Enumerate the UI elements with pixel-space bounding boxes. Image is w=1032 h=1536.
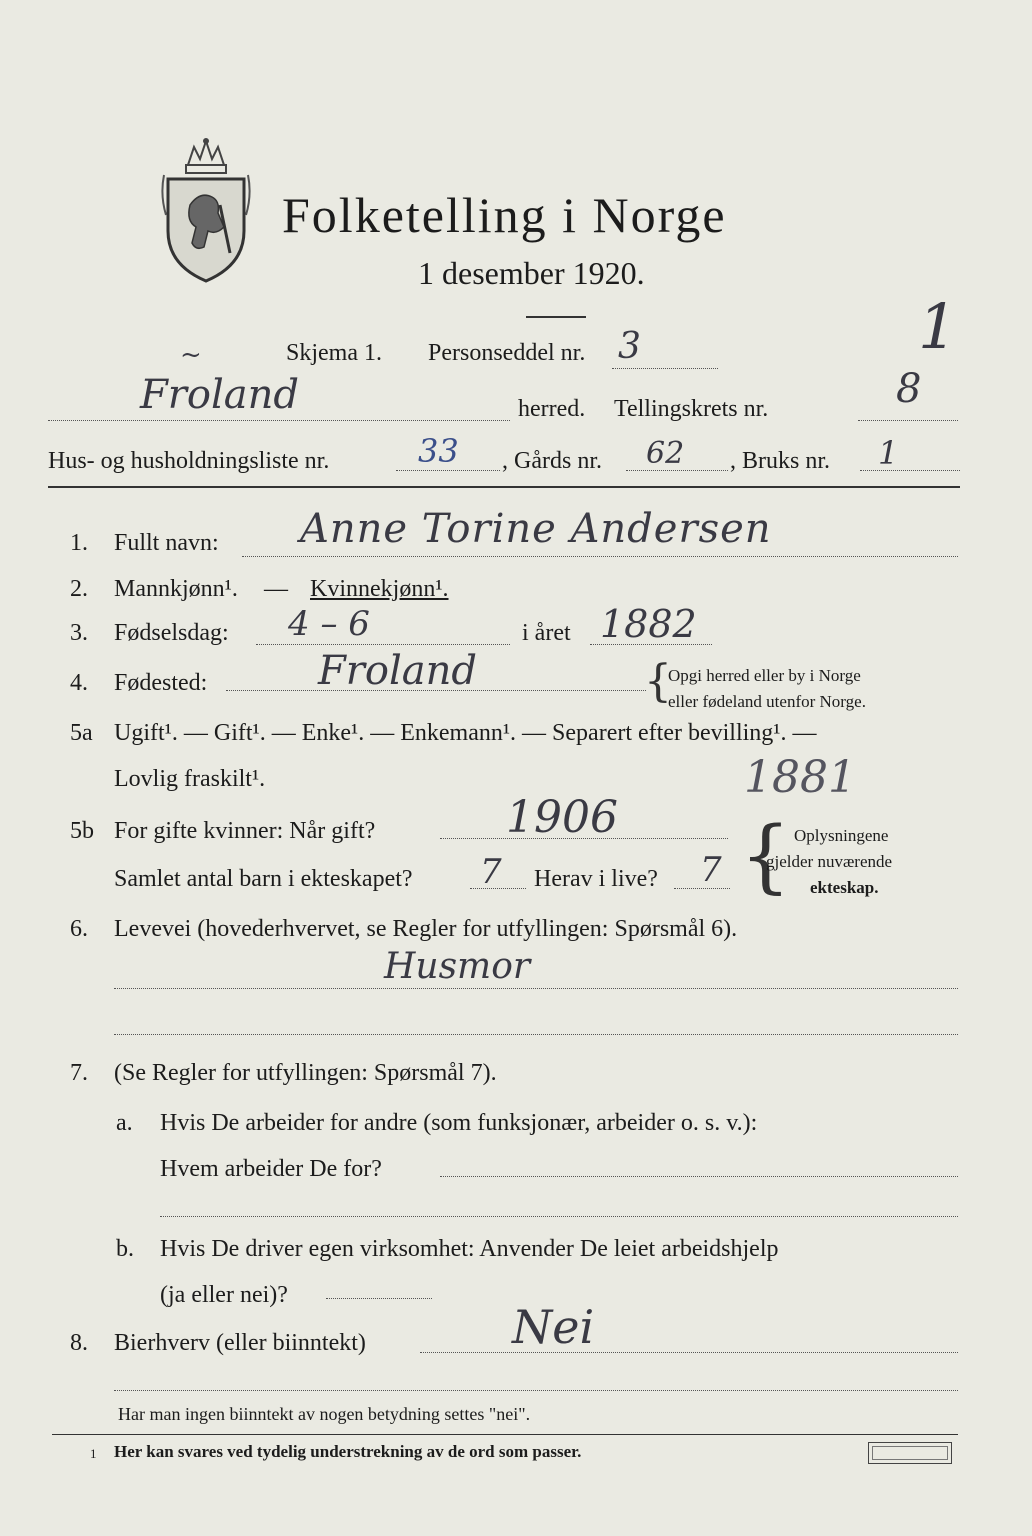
q3-number: 3. [70,620,88,646]
q3-year-line [590,644,712,645]
q5b-living-label: Herav i live? [534,866,658,892]
hus-label: Hus- og husholdningsliste nr. [48,448,330,474]
q4-label: Fødested: [114,670,208,696]
bruks-line [860,470,960,471]
q2-male-option: Mannkjønn¹. [114,576,238,602]
footer-divider [52,1434,958,1435]
q8-number: 8. [70,1330,88,1356]
gards-label: , Gårds nr. [502,448,602,474]
q5a-handwritten-note: 1881 [744,752,856,803]
q1-line [242,556,958,557]
q5a-number: 5a [70,720,93,746]
q1-number: 1. [70,530,88,556]
q4-note-1: Opgi herred eller by i Norge [668,666,861,685]
q5b-note-1: Oplysningene [794,826,889,845]
pen-mark: ~ [180,340,202,370]
q5b-note-3: ekteskap. [810,878,879,897]
q7a-extra-line [160,1216,958,1217]
q7-number: 7. [70,1060,88,1086]
personseddel-value: 3 [618,326,641,367]
form-date: 1 desember 1920. [418,255,645,291]
footnote-mark: 1 [90,1446,97,1461]
q5b-number: 5b [70,818,94,844]
q2-number: 2. [70,576,88,602]
hus-line [396,470,500,471]
q7a-line-2: Hvem arbeider De for? [160,1156,382,1182]
herred-value: Froland [140,372,299,418]
q5a-marital-options: Ugift¹. — Gift¹. — Enke¹. — Enkemann¹. — Separert efter bevilling¹. — [114,720,817,746]
q5a-line-2: Lovlig fraskilt¹. [114,766,266,792]
q7b-answer-line [326,1298,432,1299]
q6-line-2 [114,1034,958,1035]
q5b-married-label: For gifte kvinner: Når gift? [114,818,376,844]
q1-label: Fullt navn: [114,530,219,556]
tellingskrets-label: Tellingskrets nr. [614,396,769,422]
section-divider [48,486,960,488]
q6-occupation-value: Husmor [384,946,531,987]
q5b-children-value: 7 [480,852,502,892]
q8-label: Bierhverv (eller biinntekt) [114,1330,366,1356]
bleed-through-text [400,98,404,114]
q3-year-value: 1882 [600,602,697,646]
personseddel-line [612,368,718,369]
q3-birthday-value: 4 – 6 [288,604,370,644]
q7a-answer-line [440,1176,958,1177]
q2-female-option: Kvinnekjønn¹. [310,576,449,602]
q5b-living-line [674,888,730,889]
q7b-line-1: Hvis De driver egen virksomhet: Anvender De leiet arbeidshjelp [160,1236,779,1262]
tellingskrets-line [858,420,958,421]
q7b-letter: b. [116,1236,134,1262]
q5b-married-year: 1906 [506,792,618,843]
footer-note: Har man ingen biinntekt av nogen betydning settes "nei". [118,1404,531,1424]
skjema-label: Skjema 1. [286,340,382,366]
q2-dash: — [264,576,288,602]
q5b-children-label: Samlet antal barn i ekteskapet? [114,866,413,892]
margin-mark: 1 [918,290,958,363]
q7-label: (Se Regler for utfyllingen: Spørsmål 7). [114,1060,497,1086]
herred-label: herred. [518,396,586,422]
q6-label: Levevei (hovederhvervet, se Regler for utfyllingen: Spørsmål 6). [114,916,738,942]
herred-line [48,420,510,421]
q4-birthplace-value: Froland [318,648,477,694]
title-divider [526,316,586,318]
q5b-children-line [470,888,526,889]
personseddel-label: Personseddel nr. [428,340,586,366]
q5b-note-2: gjelder nuværende [766,852,893,871]
gards-line [626,470,728,471]
q4-note-2: eller fødeland utenfor Norge. [668,692,866,711]
tellingskrets-value: 8 [896,366,922,412]
q6-line-1 [114,988,958,989]
q5b-married-line [440,838,728,839]
printer-stamp-icon [868,1442,952,1464]
q4-number: 4. [70,670,88,696]
q5b-living-value: 7 [700,850,722,890]
q8-line [420,1352,958,1353]
q3-label: Fødselsdag: [114,620,229,646]
q4-brace: { [644,656,672,707]
bruks-value: 1 [878,434,899,472]
q8-extra-line [114,1390,958,1391]
q3-line [256,644,510,645]
bruks-label: , Bruks nr. [730,448,831,474]
q7a-line-1: Hvis De arbeider for andre (som funksjonær, arbeider o. s. v.): [160,1110,758,1136]
hus-value: 33 [418,432,459,470]
q7a-letter: a. [116,1110,133,1136]
form-title: Folketelling i Norge [282,187,727,243]
q1-full-name: Anne Torine Andersen [300,506,772,552]
q6-number: 6. [70,916,88,942]
q4-line [226,690,646,691]
q3-year-label: i året [522,620,571,646]
coat-of-arms-icon [160,135,252,285]
q5b-brace: { [740,809,791,902]
q7b-line-2: (ja eller nei)? [160,1282,288,1308]
gards-value: 62 [646,436,685,471]
footnote-text: Her kan svares ved tydelig understrekning av de ord som passer. [114,1442,582,1461]
q8-side-income-value: Nei [512,1300,595,1354]
